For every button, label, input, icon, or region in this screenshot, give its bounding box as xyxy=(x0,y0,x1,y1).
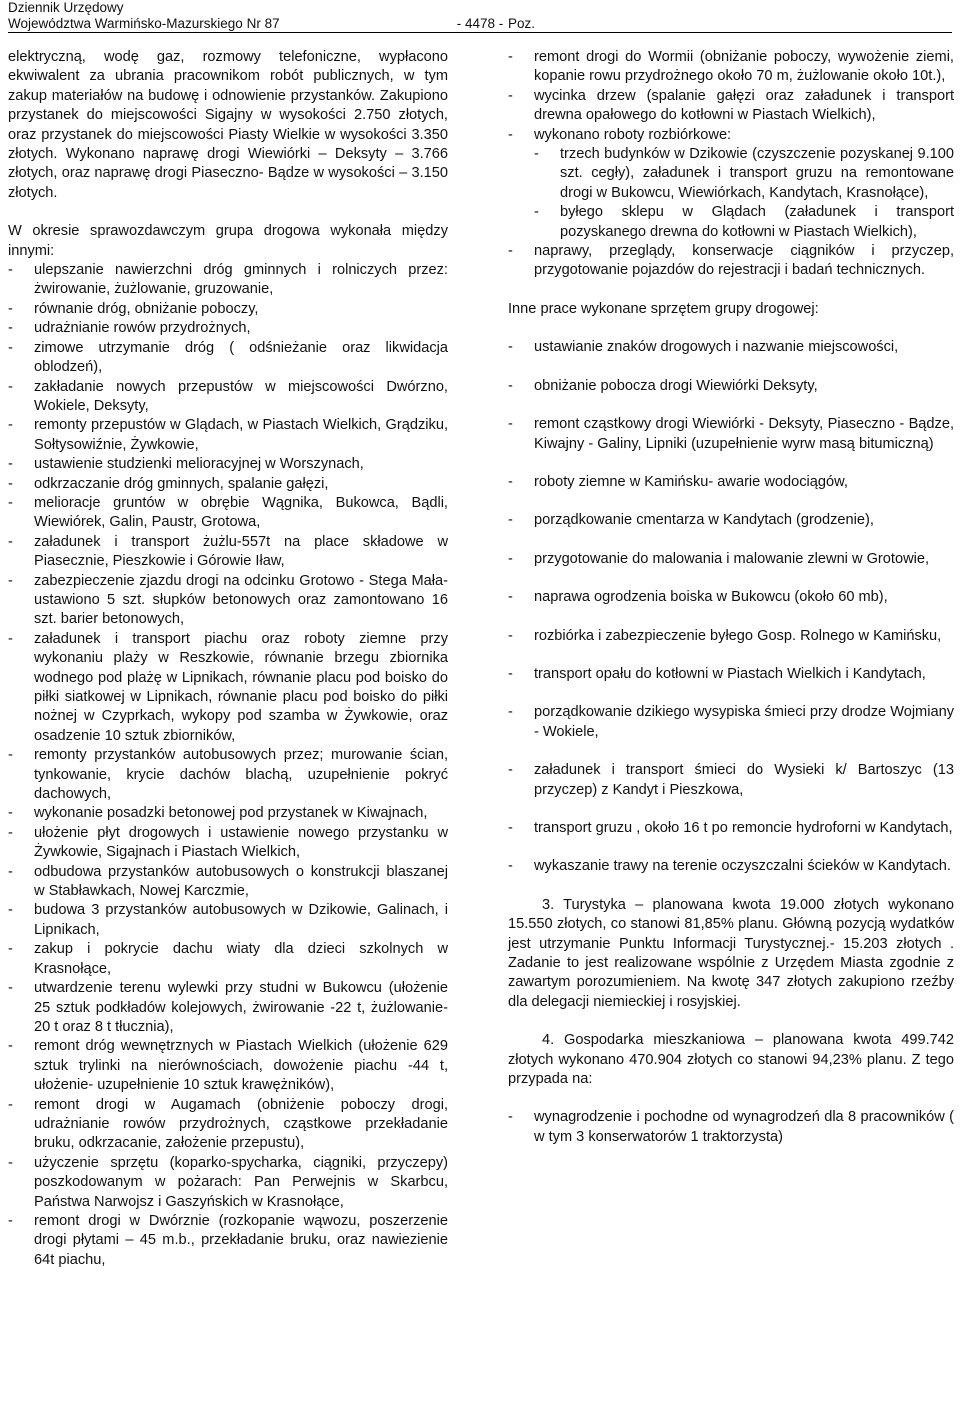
other-works-heading: Inne prace wykonane sprzętem grupy drogowej: xyxy=(508,300,819,317)
list-item xyxy=(508,145,954,203)
list-item-text: utwardzenie terenu wylewki przy studni w Bukowcu (ułożenie 25 sztuk podkładów kolejowych, żwirowanie -22 t, żużlowanie- 20 t oraz 8 t tłucznia), xyxy=(34,980,448,1035)
list-item-text: naprawa ogrodzenia boiska w Bukowcu (około 60 mb), xyxy=(534,589,888,606)
list-dash: - xyxy=(508,473,513,490)
left-column xyxy=(8,48,448,1270)
list-dash: - xyxy=(8,339,13,356)
list-item-text: odkrzaczanie dróg gminnych, spalanie gałęzi, xyxy=(34,475,329,492)
housing-paragraph: 4. Gospodarka mieszkaniowa – planowana kwota 499.742 złotych wykonano 470.904 złotych co stanowi 94,23% planu. Z tego przypada na: xyxy=(508,1032,954,1088)
list-item xyxy=(8,378,448,417)
list-item-text: transport opału do kotłowni w Piastach Wielkich i Kandytach, xyxy=(534,665,926,682)
list-dash: - xyxy=(8,320,13,337)
list-item-text: obniżanie pobocza drogi Wiewiórki Deksyty, xyxy=(534,377,818,394)
list-dash: - xyxy=(8,1154,13,1171)
list-item-text: transport gruzu , około 16 t po remoncie hydroforni w Kandytach, xyxy=(534,819,953,836)
list-item xyxy=(8,940,448,979)
list-item-text: remont drogi w Augamach (obniżenie poboczy drogi, udrażnianie rowów przydrożnych, cząstkowe przekładanie bruku, odkrzacanie, założenie przepustu), xyxy=(34,1096,448,1152)
list-item xyxy=(8,901,448,940)
list-item-text: załadunek i transport śmieci do Wysieki k/ Bartoszyc (13 przyczep) z Kandyt i Pieszkowa, xyxy=(534,762,954,798)
list-item-text: zakładanie nowych przepustów w miejscowości Dwórzno, Wokiele, Deksyty, xyxy=(34,378,448,414)
list-item xyxy=(508,665,954,684)
road-works-list-continued xyxy=(508,48,954,145)
list-dash: - xyxy=(534,204,539,221)
list-item xyxy=(8,979,448,1037)
list-dash: - xyxy=(8,475,13,492)
list-item xyxy=(508,588,954,607)
list-item-text: ulepszanie nawierzchni dróg gminnych i rolniczych przez: żwirowanie, żużlowanie, gruzowanie, xyxy=(34,262,448,298)
list-dash: - xyxy=(8,902,13,919)
list-item xyxy=(508,126,954,145)
list-dash: - xyxy=(508,704,513,721)
other-works-list xyxy=(508,338,954,877)
list-dash: - xyxy=(8,300,13,317)
list-item xyxy=(8,1096,448,1154)
list-dash: - xyxy=(8,378,13,395)
list-item-text: udrażnianie rowów przydrożnych, xyxy=(34,320,251,337)
list-dash: - xyxy=(8,494,13,511)
list-item xyxy=(8,572,448,630)
page-number: - 4478 - xyxy=(456,16,504,31)
list-item-text: ustawianie znaków drogowych i nazwanie miejscowości, xyxy=(534,339,899,356)
list-dash: - xyxy=(8,863,13,880)
list-dash: - xyxy=(508,550,513,567)
list-item xyxy=(508,242,954,281)
list-item xyxy=(8,339,448,378)
list-item-text: wykaszanie trawy na terenie oczyszczalni ścieków w Kandytach. xyxy=(534,858,951,875)
list-item xyxy=(8,1154,448,1212)
list-item xyxy=(8,630,448,746)
list-dash: - xyxy=(508,1109,513,1126)
list-item-text: zakup i pokrycie dachu wiaty dla dzieci szkolnych w Krasnołące, xyxy=(34,941,448,977)
maintenance-list xyxy=(508,242,954,281)
list-item-text: trzech budynków w Dzikowie (czyszczenie pozyskanej 9.100 szt. cegły), załadunek i transport gruzu na remontowane drogi w Bukowcu, Wiewiórkach, Kandytach, Krasnołące), xyxy=(560,146,954,201)
list-dash: - xyxy=(508,243,513,260)
list-item xyxy=(8,746,448,804)
list-item xyxy=(8,475,448,494)
list-item xyxy=(508,48,954,87)
list-item xyxy=(508,473,954,492)
list-item-text: porządkowanie dzikiego wysypiska śmieci przy drodze Wojmiany - Wokiele, xyxy=(534,704,954,740)
position-label: Poz. xyxy=(508,16,536,31)
list-item xyxy=(508,203,954,242)
list-item xyxy=(508,1108,954,1147)
list-item xyxy=(508,627,954,646)
list-dash: - xyxy=(508,49,513,65)
list-item-text: roboty ziemne w Kamińsku- awarie wodociągów, xyxy=(534,473,848,490)
list-item xyxy=(8,300,448,319)
header-rule xyxy=(8,32,952,33)
voivodeship-issue: Województwa Warmińsko-Mazurskiego Nr 87 xyxy=(8,16,280,31)
list-dash: - xyxy=(508,377,513,394)
list-dash: - xyxy=(8,1096,13,1113)
list-item xyxy=(508,550,954,569)
list-item-text: remonty przepustów w Glądach, w Piastach Wielkich, Grądziku, Sołtysowiźnie, Żywkowie, xyxy=(34,417,448,453)
list-item xyxy=(508,857,954,876)
list-dash: - xyxy=(8,572,13,589)
list-item-text: melioracje gruntów w obrębie Wągnika, Bukowca, Bądli, Wiewiórek, Galin, Paustr, Grotowa, xyxy=(34,494,448,531)
list-item-text: budowa 3 przystanków autobusowych w Dzikowie, Galinach, i Lipnikach, xyxy=(34,902,448,938)
list-dash: - xyxy=(8,824,13,841)
housing-list xyxy=(508,1108,954,1147)
list-item xyxy=(8,533,448,572)
list-item-text: zimowe utrzymanie dróg ( odśnieżanie oraz likwidacja oblodzeń), xyxy=(34,339,448,376)
right-column xyxy=(508,48,954,1147)
list-dash: - xyxy=(8,262,13,279)
demolition-sublist xyxy=(508,145,954,242)
list-dash: - xyxy=(8,805,13,822)
list-dash: - xyxy=(8,533,13,550)
list-item-text: remont cząstkowy drogi Wiewiórki - Deksyty, Piaseczno - Bądze, Kiwajny - Galiny, Lipniki (uzupełnienie wyrw masą bitumiczną) xyxy=(534,416,954,452)
list-item-text: remont drogi do Wormii (obniżanie poboczy, wywożenie ziemi, kopanie rowu przydrożnego około 70 m, żużlowanie około 10t.), xyxy=(534,49,954,85)
list-item xyxy=(508,377,954,396)
list-item xyxy=(508,87,954,126)
list-dash: - xyxy=(8,1212,13,1229)
list-item-text: wycinka drzew (spalanie gałęzi oraz załadunek i transport drewna opałowego do kotłowni w Piastach Wielkich), xyxy=(534,87,954,124)
list-dash: - xyxy=(508,512,513,529)
list-item-text: naprawy, przeglądy, konserwacje ciągników i przyczep, przygotowanie pojazdów do rejestracji i badań technicznych. xyxy=(534,243,954,279)
tourism-paragraph: 3. Turystyka – planowana kwota 19.000 złotych wykonano 15.550 złotych, co stanowi 81,85% planu. Główną pozycją wydatków jest utrzymanie Punktu Informacji Turystycznej.- 15.203 złotych . Zadanie to jest realizowane wspólnie z Urzędem Miasta zgodnie z zawartym porozumieniem. Na kwotę 347 złotych zakupiono rzeźby dla delegacji niemieckiej i rosyjskiej. xyxy=(508,896,954,1010)
list-dash: - xyxy=(8,1038,13,1055)
list-dash: - xyxy=(508,339,513,356)
list-dash: - xyxy=(508,416,513,433)
list-dash: - xyxy=(508,589,513,606)
page-header xyxy=(8,0,952,32)
list-item-text: zabezpieczenie zjazdu drogi na odcinku Grotowo - Stega Mała- ustawiono 5 szt. słupków betonowych oraz zamontowano 16 szt. barier betonowych, xyxy=(34,572,448,628)
list-item xyxy=(8,416,448,455)
list-dash: - xyxy=(508,858,513,875)
list-dash: - xyxy=(508,87,513,104)
list-dash: - xyxy=(508,665,513,682)
list-item-text: wykonanie posadzki betonowej pod przystanek w Kiwajnach, xyxy=(34,805,428,822)
list-item-text: byłego sklepu w Glądach (załadunek i transport pozyskanego drewna do kotłowni w Piastach Wielkich), xyxy=(560,204,954,240)
road-works-list xyxy=(8,261,448,1270)
list-item-text: ustawienie studzienki melioracyjnej w Worszynach, xyxy=(34,456,364,473)
list-item xyxy=(508,703,954,742)
list-dash: - xyxy=(8,417,13,434)
list-dash: - xyxy=(8,630,13,647)
list-item-text: przygotowanie do malowania i malowanie zlewni w Grotowie, xyxy=(534,550,930,567)
list-item-text: załadunek i transport żużlu-557t na place składowe w Piasecznie, Pieszkowie i Górowie Iław, xyxy=(34,533,448,570)
journal-name: Dziennik Urzędowy xyxy=(8,0,124,15)
list-item-text: równanie dróg, obniżanie poboczy, xyxy=(34,300,259,317)
list-dash: - xyxy=(508,762,513,779)
list-item-text: wynagrodzenie i pochodne od wynagrodzeń dla 8 pracowników ( w tym 3 konserwatorów 1 traktorzysta) xyxy=(534,1109,954,1145)
list-item xyxy=(508,338,954,357)
list-dash: - xyxy=(508,627,513,644)
list-item xyxy=(8,261,448,300)
list-item xyxy=(8,863,448,902)
list-item-text: porządkowanie cmentarza w Kandytach (grodzenie), xyxy=(534,512,874,529)
list-item xyxy=(8,319,448,338)
list-item-text: wykonano roboty rozbiórkowe: xyxy=(534,126,732,143)
list-item xyxy=(8,455,448,474)
list-item-text: remonty przystanków autobusowych przez; murowanie ścian, tynkowanie, krycie dachów blachą, uzupełnienie pokryć dachowych, xyxy=(34,747,448,803)
list-item xyxy=(8,824,448,863)
list-item xyxy=(508,761,954,800)
list-item xyxy=(8,1037,448,1095)
list-dash: - xyxy=(508,126,513,143)
list-item xyxy=(508,511,954,530)
list-item xyxy=(8,804,448,823)
list-dash: - xyxy=(534,146,539,163)
list-dash: - xyxy=(508,819,513,836)
list-dash: - xyxy=(8,456,13,473)
list-dash: - xyxy=(8,980,13,997)
list-item-text: załadunek i transport piachu oraz roboty ziemne przy wykonaniu plaży w Reszkowie, równanie brzegu zbiornika wodnego pod plażę w Lipnikach, równanie placu pod boisko do piłki siatkowej w Lipnikach, równanie placu pod boisko do piłki nożnej w Czyprkach, wykopy pod szamba w Żywkowie, oraz osadzenie 10 sztuk zbiorników, xyxy=(34,630,448,744)
list-item xyxy=(8,1212,448,1270)
list-item xyxy=(508,819,954,838)
list-item-text: odbudowa przystanków autobusowych o konstrukcji blaszanej w Stabławkach, Nowej Karczmie, xyxy=(34,863,448,900)
list-dash: - xyxy=(8,941,13,958)
list-item xyxy=(8,494,448,533)
list-item xyxy=(508,415,954,454)
list-item-text: ułożenie płyt drogowych i ustawienie nowego przystanku w Żywkowie, Sigajnach i Piastach Wielkich, xyxy=(34,824,448,861)
list-item-text: użyczenie sprzętu (koparko-spycharka, ciągniki, przyczepy) poszkodowanym w pożarach: Pan Perwejnis w Skarbcu, Państwa Narwojsz i Gaszyńskich w Krasnołące, xyxy=(34,1154,448,1210)
list-item-text: remont drogi w Dwórznie (rozkopanie wąwozu, poszerzenie drogi płytami – 45 m.b., przekładanie bruku, oraz nawiezienie 64t piachu, xyxy=(34,1212,448,1268)
list-item-text: rozbiórka i zabezpieczenie byłego Gosp. Rolnego w Kamińsku, xyxy=(534,627,942,644)
road-group-lead: W okresie sprawozdawczym grupa drogowa wykonała między innymi: xyxy=(8,223,448,259)
list-item-text: remont dróg wewnętrznych w Piastach Wielkich (ułożenie 629 sztuk trylinki na nierównościach, dowożenie piachu -44 t, ułożenie- uzupełnienie 10 sztuk krawężników), xyxy=(34,1038,448,1094)
list-dash: - xyxy=(8,747,13,764)
intro-paragraph: elektryczną, wodę gaz, rozmowy telefoniczne, wypłacono ekwiwalent za ubrania pracownikom robót publicznych, w tym zakup materiałów na budowę i odnowienie przystanków. Zakupiono przystanek do miejscowości Sigajny w wysokości 2.750 złotych, oraz przystanek do miejscowości Piasty Wielkie w wysokości 3.350 złotych. Wykonano naprawę drogi Wiewiórki – Deksyty – 3.766 złotych, oraz naprawę drogi Piaseczno- Bądze w wysokości – 3.150 złotych. xyxy=(8,49,448,201)
